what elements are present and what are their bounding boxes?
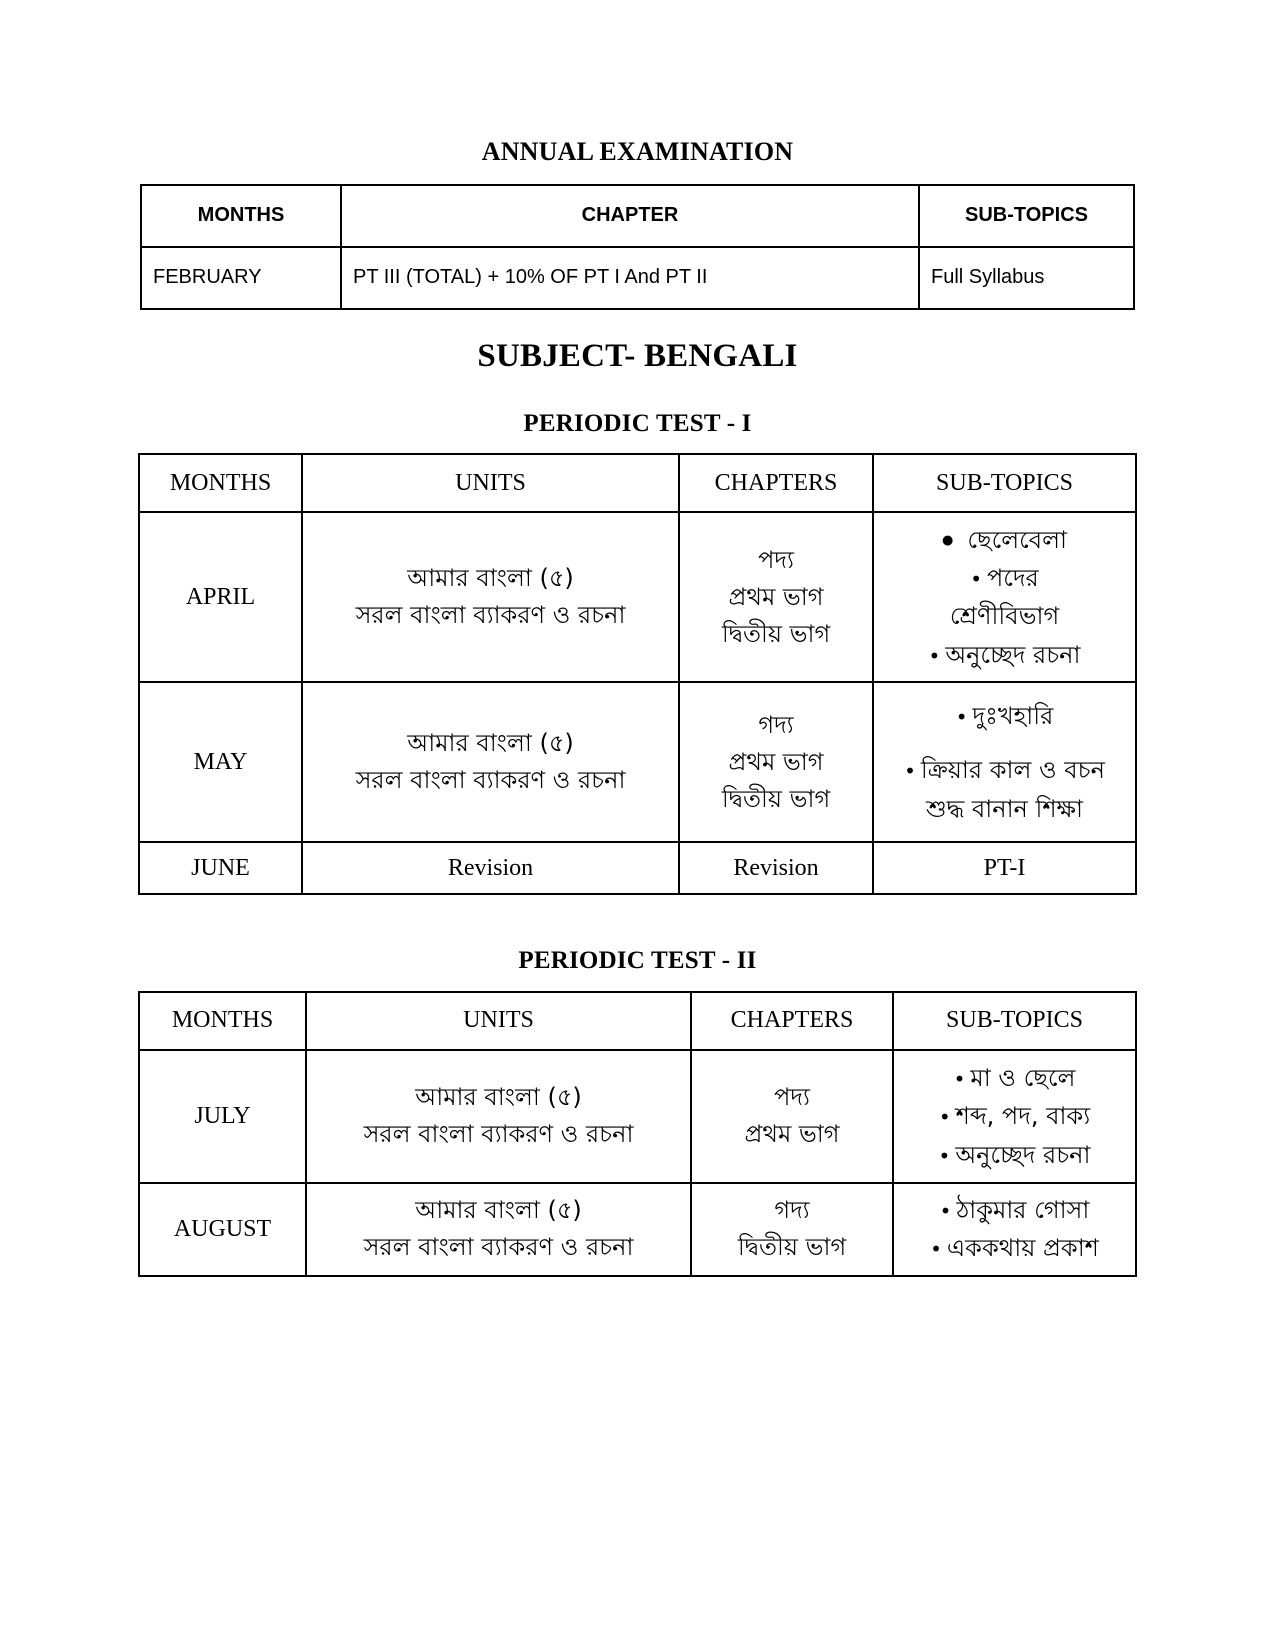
cell-units <box>302 682 679 842</box>
cell-units: Revision <box>302 842 679 894</box>
cell-units <box>306 1050 691 1183</box>
cell-units <box>302 512 679 682</box>
chapter-line: প্রথম ভাগ <box>728 747 824 776</box>
cell-chapters <box>691 1183 893 1276</box>
subtopic-item: • ক্রিয়ার কাল ও বচন <box>882 751 1127 789</box>
cell-chapters <box>679 682 873 842</box>
table-row <box>139 1050 1136 1183</box>
table-header-row <box>141 185 1134 247</box>
chapter-line: পদ্য <box>758 545 794 574</box>
table-row <box>139 682 1136 842</box>
chapter-line: প্রথম ভাগ <box>744 1120 840 1149</box>
unit-line: আমার বাংলা (৫) <box>415 1083 582 1112</box>
cell-month: JULY <box>139 1050 306 1183</box>
cell-month: AUGUST <box>139 1183 306 1276</box>
table-header-row <box>139 992 1136 1050</box>
cell-subtopics <box>873 682 1136 842</box>
subject-heading: SUBJECT- BENGALI <box>477 337 798 374</box>
cell-subtopics <box>893 1183 1136 1276</box>
subtopic-item: • মা ও ছেলে <box>902 1059 1127 1097</box>
cell-month: MAY <box>139 682 302 842</box>
column-header-subtopics: SUB-TOPICS <box>873 454 1136 512</box>
cell-units <box>306 1183 691 1276</box>
subtopic-item: • অনুচ্ছেদ রচনা <box>902 1136 1127 1174</box>
chapter-line: পদ্য <box>774 1083 810 1112</box>
subtopic-item: • পদের <box>882 559 1127 597</box>
column-header-months: MONTHS <box>139 454 302 512</box>
table-row <box>139 842 1136 894</box>
subtopic-item: • ঠাকুমার গোসা <box>902 1191 1127 1229</box>
chapter-line: গদ্য <box>774 1196 810 1225</box>
chapter-line: প্রথম ভাগ <box>728 582 824 611</box>
subtopic-item: • শব্দ, পদ, বাক্য <box>902 1097 1127 1135</box>
unit-line: আমার বাংলা (৫) <box>407 729 574 758</box>
column-header-chapters: CHAPTERS <box>679 454 873 512</box>
cell-subtopics: PT-I <box>873 842 1136 894</box>
table-row <box>141 247 1134 309</box>
cell-month: JUNE <box>139 842 302 894</box>
table-header-row <box>139 454 1136 512</box>
periodic-test-1-heading: PERIODIC TEST - I <box>523 409 752 437</box>
cell-chapters: Revision <box>679 842 873 894</box>
periodic-test-2-table <box>138 991 1137 1277</box>
cell-subtopics <box>873 512 1136 682</box>
unit-line: আমার বাংলা (৫) <box>407 564 574 593</box>
subtopic-item: • এককথায় প্রকাশ <box>902 1229 1127 1267</box>
cell-subtopics: Full Syllabus <box>919 247 1134 309</box>
annual-examination-heading: ANNUAL EXAMINATION <box>481 137 794 166</box>
annual-examination-table <box>140 184 1135 310</box>
unit-line: সরল বাংলা ব্যাকরণ ও রচনা <box>355 766 626 795</box>
periodic-test-2-heading: PERIODIC TEST - II <box>518 947 757 975</box>
unit-line: সরল বাংলা ব্যাকরণ ও রচনা <box>363 1233 634 1262</box>
cell-chapter: PT III (TOTAL) + 10% OF PT I And PT II <box>341 247 919 309</box>
cell-month: APRIL <box>139 512 302 682</box>
subtopic-item: • দুঃখহারি <box>882 697 1127 735</box>
subtopic-item: শ্রেণীবিভাগ <box>949 602 1060 631</box>
chapter-line: দ্বিতীয় ভাগ <box>721 784 831 813</box>
unit-line: সরল বাংলা ব্যাকরণ ও রচনা <box>355 601 626 630</box>
subtopic-item: ● ছেলেবেলা <box>882 521 1127 559</box>
table-row <box>139 1183 1136 1276</box>
chapter-line: গদ্য <box>758 710 794 739</box>
column-header-months: MONTHS <box>141 185 341 247</box>
column-header-subtopics: SUB-TOPICS <box>919 185 1134 247</box>
cell-month: FEBRUARY <box>141 247 341 309</box>
cell-chapters <box>691 1050 893 1183</box>
spacer <box>882 735 1127 751</box>
column-header-subtopics: SUB-TOPICS <box>893 992 1136 1050</box>
column-header-months: MONTHS <box>139 992 306 1050</box>
unit-line: আমার বাংলা (৫) <box>415 1196 582 1225</box>
cell-subtopics <box>893 1050 1136 1183</box>
column-header-chapter: CHAPTER <box>341 185 919 247</box>
chapter-line: দ্বিতীয় ভাগ <box>737 1233 847 1262</box>
cell-chapters <box>679 512 873 682</box>
subtopic-item: • অনুচ্ছেদ রচনা <box>882 636 1127 674</box>
chapter-line: দ্বিতীয় ভাগ <box>721 619 831 648</box>
subtopic-item: শুদ্ধ বানান শিক্ষা <box>926 794 1083 823</box>
table-row <box>139 512 1136 682</box>
column-header-units: UNITS <box>302 454 679 512</box>
periodic-test-1-table <box>138 453 1137 895</box>
column-header-chapters: CHAPTERS <box>691 992 893 1050</box>
column-header-units: UNITS <box>306 992 691 1050</box>
unit-line: সরল বাংলা ব্যাকরণ ও রচনা <box>363 1120 634 1149</box>
